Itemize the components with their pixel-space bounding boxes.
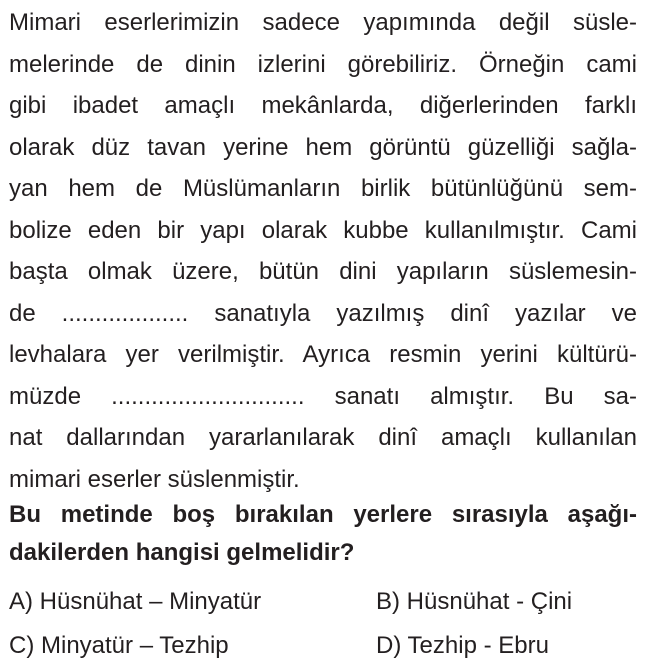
passage-line: melerinde de dinin izlerini görebiliriz. Örneğin cami bbox=[9, 50, 637, 78]
passage-line: gibi ibadet amaçlı mekânlarda, diğerlerinden farklı bbox=[9, 92, 637, 119]
option-a[interactable]: A) Hüsnühat – Minyatür bbox=[9, 588, 262, 615]
option-d[interactable]: D) Tezhip - Ebru bbox=[376, 632, 549, 659]
passage-line: başta olmak üzere, bütün dini yapıların süslemesin- bbox=[9, 258, 637, 285]
question-stem bbox=[9, 496, 637, 572]
question-line: dakilerden hangisi gelmelidir? bbox=[9, 539, 355, 566]
option-c[interactable]: C) Minyatür – Tezhip bbox=[9, 632, 229, 659]
passage-line: Mimari eserlerimizin sadece yapımında değil süsle- bbox=[9, 9, 637, 36]
options-row bbox=[9, 580, 639, 624]
passage-line: levhalara yer verilmiştir. Ayrıca resmin yerini kültürü- bbox=[9, 341, 637, 368]
passage-line: mimari eserler süslenmiştir. bbox=[9, 465, 300, 493]
passage-line: de ................... sanatıyla yazılmış dinî yazılar ve bbox=[9, 299, 637, 327]
passage-line: olarak düz tavan yerine hem görüntü güzelliği sağla- bbox=[9, 133, 637, 161]
question-line: Bu metinde boş bırakılan yerlere sırasıyla aşağı- bbox=[9, 501, 637, 528]
question-passage bbox=[9, 2, 637, 500]
option-b[interactable]: B) Hüsnühat - Çini bbox=[376, 588, 573, 615]
answer-options bbox=[9, 580, 639, 668]
passage-line: bolize eden bir yapı olarak kubbe kullanılmıştır. Cami bbox=[9, 216, 637, 244]
passage-line: nat dallarından yararlanılarak dinî amaçlı kullanılan bbox=[9, 424, 637, 451]
passage-line: yan hem de Müslümanların birlik bütünlüğünü sem- bbox=[9, 175, 637, 202]
options-row bbox=[9, 624, 639, 668]
passage-line: müzde ............................. sanatı almıştır. Bu sa- bbox=[9, 382, 637, 410]
